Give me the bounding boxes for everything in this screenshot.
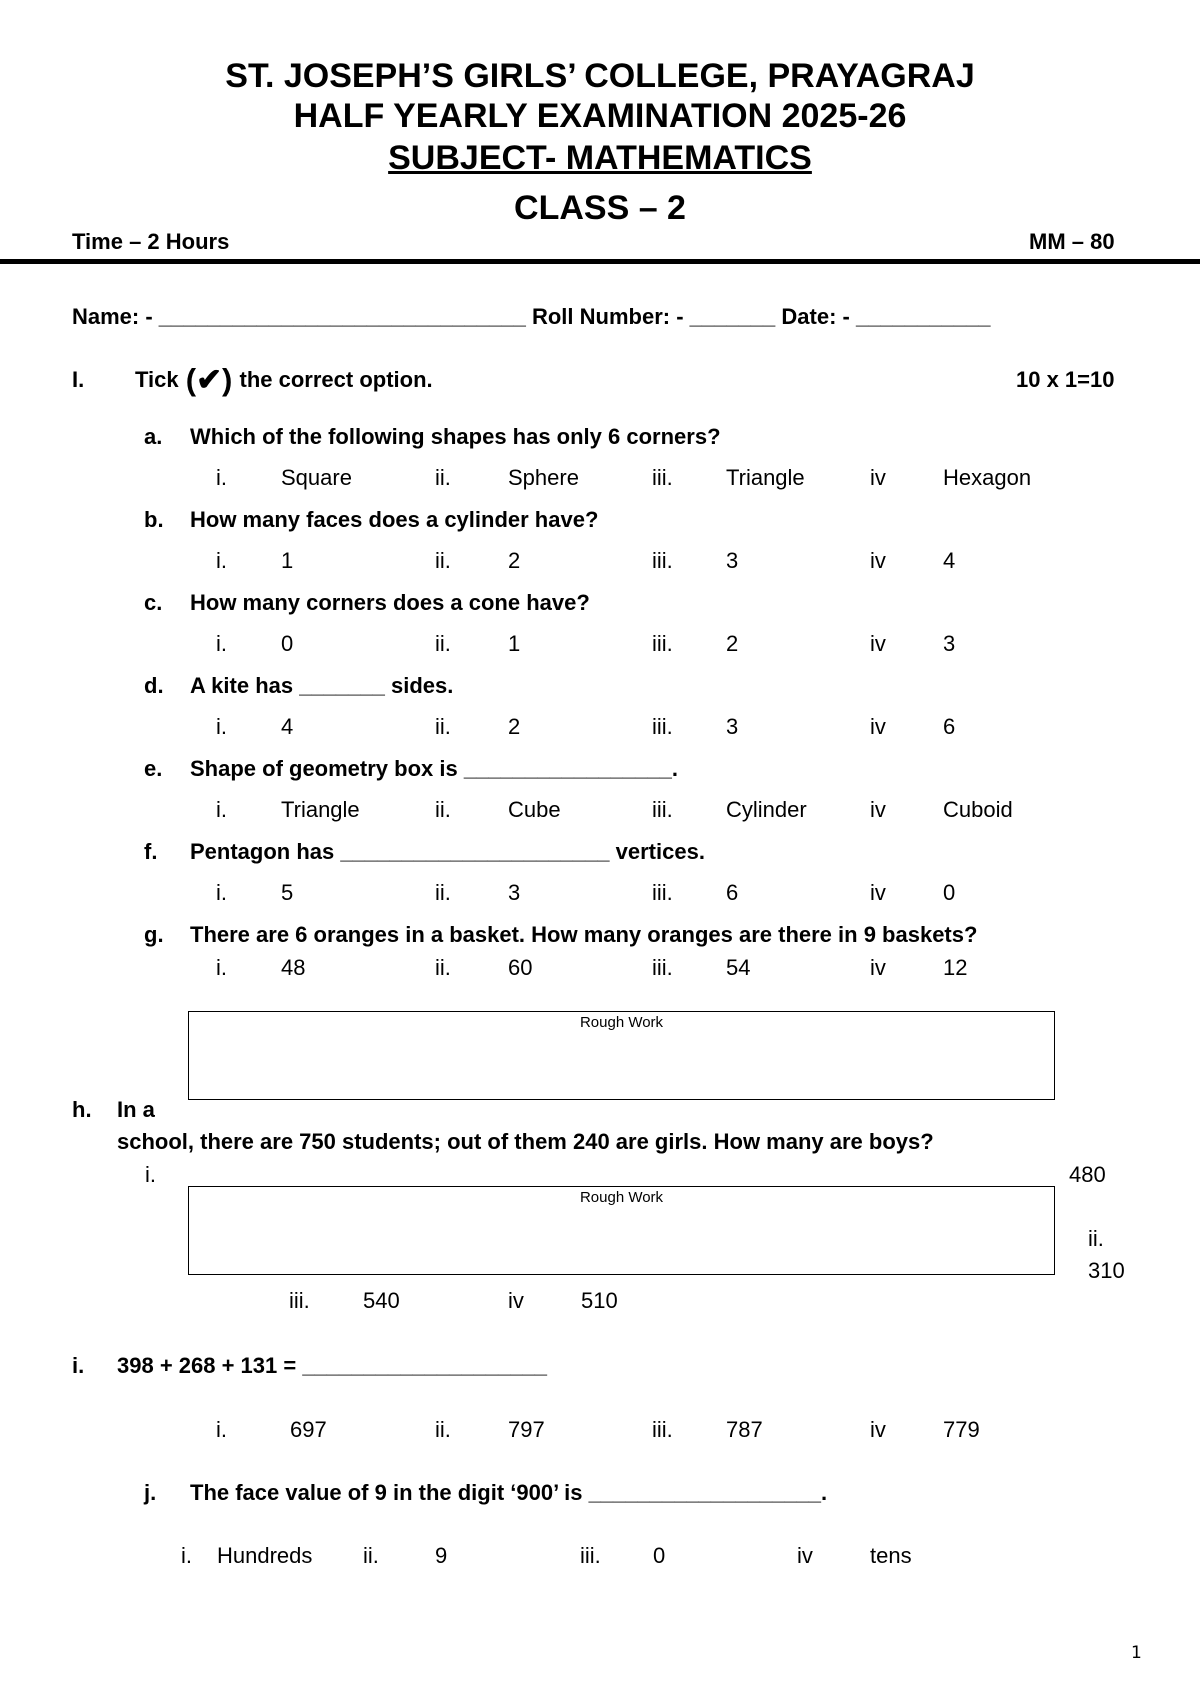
- header-rule: [0, 259, 1200, 264]
- option-value[interactable]: 1: [281, 548, 294, 573]
- option-value[interactable]: Sphere: [508, 465, 579, 490]
- instruction-rest: the correct option.: [239, 367, 433, 392]
- option-value[interactable]: 3: [943, 631, 956, 656]
- option-label: ii.: [435, 955, 451, 980]
- option-value[interactable]: 0: [281, 631, 294, 656]
- option-value[interactable]: tens: [870, 1543, 912, 1568]
- option-value[interactable]: Cuboid: [943, 797, 1013, 822]
- question-i-text: 398 + 268 + 131 = ____________________: [117, 1353, 548, 1378]
- option-label: iv: [870, 797, 886, 822]
- question-h-text-line1: In a: [117, 1097, 155, 1122]
- exam-title: HALF YEARLY EXAMINATION 2025-26: [293, 97, 907, 135]
- option-label: iii.: [652, 631, 673, 656]
- option-label: iii.: [289, 1288, 310, 1313]
- option-value[interactable]: Triangle: [726, 465, 805, 490]
- max-marks: MM – 80: [1029, 229, 1115, 254]
- option-value[interactable]: Cylinder: [726, 797, 807, 822]
- option-label: iv: [870, 548, 886, 573]
- option-label: ii.: [435, 548, 451, 573]
- question-label: b.: [144, 507, 164, 532]
- option-label: i.: [181, 1543, 192, 1568]
- question-j-text: The face value of 9 in the digit ‘900’ is ___________________.: [190, 1480, 828, 1505]
- option-label: ii.: [363, 1543, 379, 1568]
- option-label: ii.: [435, 714, 451, 739]
- question-label: g.: [144, 922, 164, 947]
- option-value[interactable]: Hexagon: [943, 465, 1032, 490]
- subject-title: [0, 138, 1200, 178]
- rough-work-label: Rough Work: [579, 1014, 664, 1031]
- option-label: iii.: [652, 714, 673, 739]
- option-value[interactable]: 2: [508, 714, 521, 739]
- page-number: 1: [1131, 1643, 1142, 1663]
- option-label: iii.: [652, 1417, 673, 1442]
- check-mark-icon: (✔): [185, 362, 233, 397]
- option-label: iv: [870, 714, 886, 739]
- question-text: A kite has _______ sides.: [190, 673, 454, 698]
- question-label: e.: [144, 756, 163, 781]
- option-label: iv: [870, 465, 886, 490]
- question-text: Pentagon has ______________________ vertices.: [190, 839, 705, 864]
- option-label: i.: [145, 1162, 156, 1187]
- option-label: iii.: [652, 880, 673, 905]
- option-value[interactable]: Square: [281, 465, 352, 490]
- question-label: f.: [144, 839, 158, 864]
- class-title: CLASS – 2: [514, 189, 686, 227]
- school-name: ST. JOSEPH’S GIRLS’ COLLEGE, PRAYAGRAJ: [225, 57, 975, 95]
- question-text: How many corners does a cone have?: [190, 590, 590, 615]
- question-h-text-line2: school, there are 750 students; out of them 240 are girls. How many are boys?: [117, 1129, 934, 1154]
- question-h-label: h.: [72, 1097, 92, 1122]
- option-label: ii.: [435, 797, 451, 822]
- option-value[interactable]: 1: [508, 631, 521, 656]
- option-value[interactable]: Cube: [508, 797, 561, 822]
- option-value[interactable]: 540: [363, 1288, 400, 1313]
- option-label: iv: [508, 1288, 524, 1313]
- instruction-tick-word: Tick: [135, 367, 179, 392]
- question-j-label: j.: [144, 1480, 157, 1505]
- option-value[interactable]: 310: [1088, 1258, 1125, 1283]
- option-value[interactable]: 510: [581, 1288, 618, 1313]
- option-label: i.: [216, 880, 227, 905]
- option-value[interactable]: 4: [281, 714, 294, 739]
- option-label: iv: [870, 1417, 886, 1442]
- option-label: iii.: [580, 1543, 601, 1568]
- option-value[interactable]: 3: [726, 548, 739, 573]
- question-text: Shape of geometry box is _________________.: [190, 756, 678, 781]
- option-label: ii.: [1088, 1226, 1104, 1251]
- option-label: i.: [216, 797, 227, 822]
- subject-text: SUBJECT- MATHEMATICS: [388, 139, 812, 177]
- option-value[interactable]: 54: [726, 955, 751, 980]
- option-value[interactable]: 480: [1069, 1162, 1106, 1187]
- option-label: i.: [216, 1417, 227, 1442]
- rough-work-label: Rough Work: [579, 1189, 664, 1206]
- option-value[interactable]: 3: [508, 880, 521, 905]
- option-value[interactable]: 3: [726, 714, 739, 739]
- option-value[interactable]: 779: [943, 1417, 980, 1442]
- option-label: i.: [216, 955, 227, 980]
- option-value[interactable]: 0: [653, 1543, 666, 1568]
- option-label: i.: [216, 548, 227, 573]
- option-value[interactable]: 797: [508, 1417, 545, 1442]
- option-label: iv: [870, 955, 886, 980]
- option-value[interactable]: 9: [435, 1543, 448, 1568]
- option-label: iv: [797, 1543, 813, 1568]
- option-label: iii.: [652, 955, 673, 980]
- option-label: ii.: [435, 465, 451, 490]
- option-label: ii.: [435, 1417, 451, 1442]
- option-label: i.: [216, 714, 227, 739]
- option-value[interactable]: 60: [508, 955, 533, 980]
- option-label: i.: [216, 631, 227, 656]
- option-value[interactable]: 787: [726, 1417, 763, 1442]
- option-value[interactable]: 5: [281, 880, 294, 905]
- option-label: ii.: [435, 631, 451, 656]
- option-value[interactable]: 48: [281, 955, 306, 980]
- rough-work-box[interactable]: [188, 1186, 1055, 1275]
- question-text: There are 6 oranges in a basket. How many oranges are there in 9 baskets?: [190, 922, 978, 947]
- option-label: iv: [870, 880, 886, 905]
- question-text: Which of the following shapes has only 6 corners?: [190, 424, 721, 449]
- option-value[interactable]: 0: [943, 880, 956, 905]
- question-i-label: i.: [72, 1353, 85, 1378]
- option-value[interactable]: 12: [943, 955, 968, 980]
- option-label: ii.: [435, 880, 451, 905]
- time-label: Time – 2 Hours: [72, 229, 230, 254]
- question-label: c.: [144, 590, 163, 615]
- option-value[interactable]: 6: [726, 880, 739, 905]
- question-label: a.: [144, 424, 163, 449]
- rough-work-box[interactable]: [188, 1011, 1055, 1100]
- section-number: I.: [72, 367, 85, 392]
- option-value[interactable]: 2: [508, 548, 521, 573]
- question-text: How many faces does a cylinder have?: [190, 507, 599, 532]
- option-value[interactable]: 6: [943, 714, 956, 739]
- option-value[interactable]: 2: [726, 631, 739, 656]
- option-value[interactable]: 697: [290, 1417, 327, 1442]
- student-info-line: Name: - ______________________________ Roll Number: - _______ Date: - ___________: [72, 304, 991, 329]
- option-label: iv: [870, 631, 886, 656]
- option-label: i.: [216, 465, 227, 490]
- section-marks: 10 x 1=10: [1016, 367, 1115, 392]
- option-label: iii.: [652, 797, 673, 822]
- option-value[interactable]: Triangle: [281, 797, 360, 822]
- option-label: iii.: [652, 465, 673, 490]
- option-label: iii.: [652, 548, 673, 573]
- section-instruction: [135, 362, 433, 397]
- question-label: d.: [144, 673, 164, 698]
- option-value[interactable]: 4: [943, 548, 956, 573]
- option-value[interactable]: Hundreds: [217, 1543, 313, 1568]
